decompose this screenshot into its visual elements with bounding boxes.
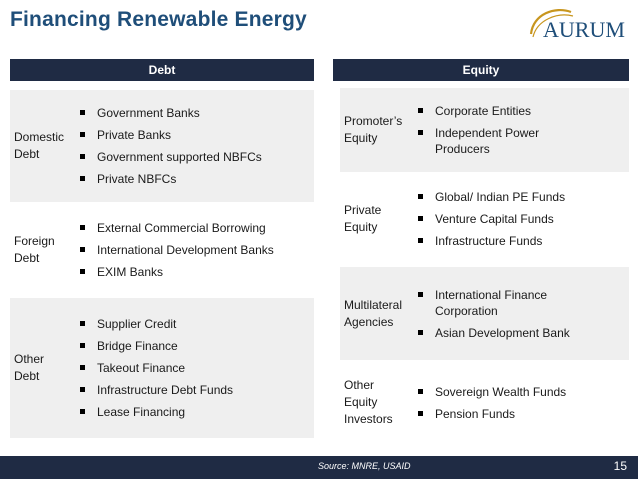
list-item-text: International Development Banks (97, 243, 274, 257)
bullet-list (80, 298, 233, 438)
list-item (418, 103, 539, 119)
row-label-text: Promoter’s Equity (344, 114, 403, 145)
bullet-icon (418, 389, 423, 394)
bullet-icon (418, 292, 423, 297)
bullet-icon (80, 365, 85, 370)
bullet-icon (80, 225, 85, 230)
bullet-icon (418, 130, 423, 135)
list-item-text: Global/ Indian PE Funds (435, 189, 566, 204)
list-item (80, 149, 262, 165)
list-item-text: Corporate Entities (435, 104, 532, 118)
list-item (418, 125, 539, 157)
list-item-text: Pension Funds (435, 406, 516, 421)
bullet-list (418, 175, 565, 262)
row-label-text: Foreign Debt (14, 234, 55, 265)
row-label (340, 175, 418, 262)
list-item-text: Infrastructure Debt Funds (97, 383, 234, 397)
list-item (418, 189, 565, 205)
list-item-text: Asian Development Bank (435, 325, 570, 340)
list-item-text: Takeout Finance (97, 361, 186, 375)
list-item-text: Lease Financing (97, 405, 186, 419)
row-label (340, 88, 418, 172)
bullet-icon (80, 269, 85, 274)
list-item-text: Government Banks (97, 106, 200, 120)
list-item (80, 316, 233, 332)
bullet-list (80, 205, 274, 295)
list-item-text: Supplier Credit (97, 317, 177, 331)
row-label (10, 298, 80, 438)
equity-header: Equity (333, 59, 629, 81)
list-item (80, 404, 233, 420)
list-item (418, 384, 566, 400)
logo-text: AURUM (543, 17, 625, 42)
list-item-text: Private NBFCs (97, 172, 177, 186)
row-label-text: Private Equity (344, 202, 382, 234)
bullet-icon (80, 176, 85, 181)
row-label (10, 90, 80, 202)
bullet-icon (418, 411, 423, 416)
list-item (80, 242, 274, 258)
row-label (340, 365, 418, 440)
bullet-icon (80, 321, 85, 326)
bullet-list (418, 365, 566, 440)
bullet-icon (418, 330, 423, 335)
bullet-list (80, 90, 262, 202)
list-item-text: External Commercial Borrowing (97, 221, 266, 235)
equity-row-other (340, 365, 629, 440)
bullet-icon (418, 238, 423, 243)
bullet-icon (418, 194, 423, 199)
list-item (418, 406, 566, 422)
page-number: 15 (613, 459, 627, 473)
bullet-icon (80, 132, 85, 137)
page-title: Financing Renewable Energy (10, 8, 307, 31)
list-item (418, 211, 565, 227)
bullet-icon (418, 216, 423, 221)
debt-header: Debt (10, 59, 314, 81)
list-item (80, 127, 262, 143)
row-label (340, 267, 418, 360)
list-item-text: Bridge Finance (97, 339, 178, 353)
list-item (80, 171, 262, 187)
list-item-text: Venture Capital Funds (435, 211, 554, 226)
footer-bar (0, 456, 638, 479)
list-item (80, 105, 262, 121)
list-item-text: Sovereign Wealth Funds (435, 384, 567, 399)
debt-row-domestic (10, 90, 314, 202)
list-item (418, 287, 570, 319)
bullet-list (418, 267, 570, 360)
row-label-text: Other Debt (14, 352, 45, 383)
debt-row-foreign (10, 205, 314, 295)
bullet-icon (80, 110, 85, 115)
row-label-text: Other Equity Investors (344, 378, 393, 426)
list-item (80, 264, 274, 280)
source-note: Source: MNRE, USAID (318, 461, 411, 471)
list-item-text: Independent Power Producers (435, 126, 540, 156)
row-label (10, 205, 80, 295)
list-item-text: International Finance Corporation (435, 287, 548, 318)
aurum-logo (527, 4, 633, 44)
list-item (418, 233, 565, 249)
bullet-icon (80, 387, 85, 392)
row-label-text: Multilateral Agencies (344, 297, 403, 329)
list-item (80, 360, 233, 376)
equity-row-private (340, 175, 629, 262)
row-label-text: Domestic Debt (14, 130, 65, 161)
list-item (80, 382, 233, 398)
list-item-text: Government supported NBFCs (97, 150, 262, 164)
bullet-icon (80, 409, 85, 414)
list-item (80, 338, 233, 354)
list-item-text: Infrastructure Funds (435, 233, 543, 248)
list-item (418, 325, 570, 341)
list-item (80, 220, 274, 236)
bullet-icon (80, 154, 85, 159)
list-item-text: EXIM Banks (97, 265, 164, 279)
equity-row-promoter (340, 88, 629, 172)
bullet-icon (418, 108, 423, 113)
equity-row-multilateral (340, 267, 629, 360)
bullet-icon (80, 247, 85, 252)
list-item-text: Private Banks (97, 128, 172, 142)
debt-row-other (10, 298, 314, 438)
bullet-list (418, 88, 539, 172)
bullet-icon (80, 343, 85, 348)
